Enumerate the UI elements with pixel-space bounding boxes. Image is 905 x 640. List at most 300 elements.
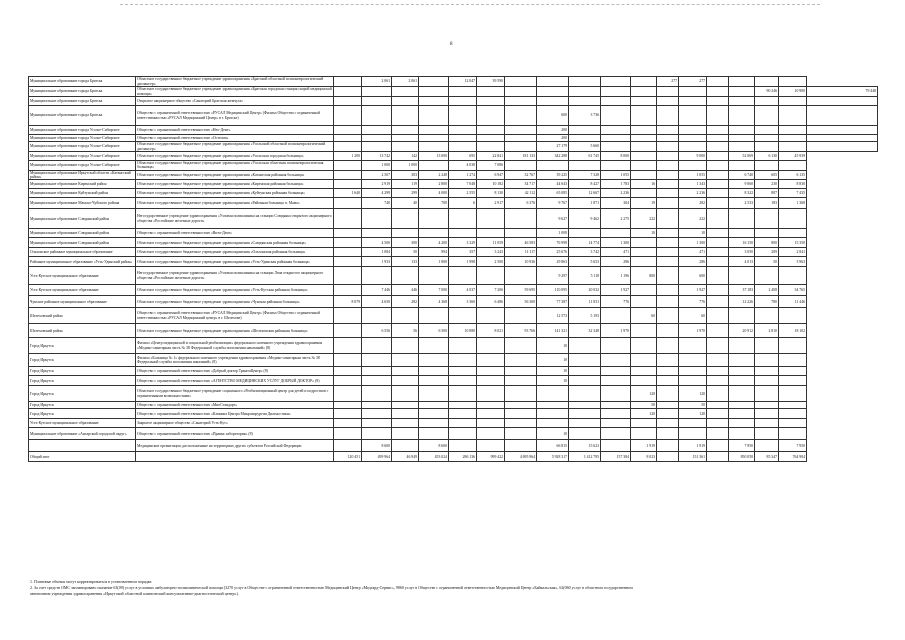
value-cell: 2 917 xyxy=(477,198,505,209)
value-cell: 10 182 xyxy=(477,180,505,189)
value-cell xyxy=(601,338,631,354)
value-cell xyxy=(334,161,362,171)
value-cell: 76 998 xyxy=(537,238,569,248)
table-row xyxy=(29,386,878,402)
value-cell xyxy=(334,77,362,87)
table-row xyxy=(29,198,878,209)
value-cell: 800 xyxy=(755,238,779,248)
value-cell xyxy=(601,409,631,419)
table-row xyxy=(29,189,878,198)
value-cell: 27 179 xyxy=(537,142,569,152)
value-cell xyxy=(631,152,657,161)
value-cell: 5 118 xyxy=(569,267,601,285)
value-cell xyxy=(569,161,601,171)
organization-cell: Областное государственное бюджетное учреждение здравоохранения «Куйтунская районная больница» xyxy=(136,189,334,198)
value-cell xyxy=(779,308,807,324)
value-cell xyxy=(631,161,657,171)
value-cell: 14 774 xyxy=(569,238,601,248)
value-cell xyxy=(419,106,449,126)
value-cell xyxy=(779,419,807,428)
value-cell: 5 928 317 xyxy=(537,452,569,462)
organization-cell: Филиал «Центр медицинской и социальной реабилитации» федерального казенного учреждения здравоохранения «Медико-санитарная часть № 38 Федеральной службы исполнения наказаний» (8) xyxy=(136,338,334,354)
value-cell xyxy=(657,402,679,409)
municipality-cell: Город Иркутск xyxy=(29,376,136,386)
value-cell xyxy=(362,209,392,229)
table-row xyxy=(29,419,878,428)
value-cell: 181 133 xyxy=(505,152,537,161)
value-cell: 286 136 xyxy=(449,452,477,462)
table-row xyxy=(29,338,878,354)
value-cell: 1 008 xyxy=(537,229,569,238)
value-cell: 11 831 xyxy=(569,296,601,308)
value-cell xyxy=(601,354,631,367)
value-cell xyxy=(707,161,729,171)
value-cell xyxy=(657,161,679,171)
value-cell xyxy=(419,135,449,142)
value-cell: 10 xyxy=(537,338,569,354)
value-cell xyxy=(362,354,392,367)
value-cell xyxy=(755,135,779,142)
value-cell xyxy=(631,257,657,267)
value-cell: 776 xyxy=(601,296,631,308)
value-cell: 6 500 xyxy=(419,324,449,338)
value-cell xyxy=(657,248,679,257)
organization-cell: Областное государственное бюджетное учреждение здравоохранения «Усольская областная психоневрологическая больница» xyxy=(136,161,334,171)
municipality-cell: Общий итог xyxy=(29,452,136,462)
value-cell: 1 055 xyxy=(601,170,631,180)
table-row xyxy=(29,409,878,419)
value-cell xyxy=(334,170,362,180)
value-cell xyxy=(362,386,392,402)
value-cell: 8 023 xyxy=(631,452,657,462)
value-cell xyxy=(707,152,729,161)
value-cell xyxy=(807,126,878,135)
value-cell xyxy=(477,338,505,354)
footnote-2: 2. За счет средств ОМС запланировано оказание 63(09) услуг в условиях амбулаторно-поликлинической помощи (3270 услуг в Обществе с ограниченной ответственностью Медицинский Центр «Медгард-Сервис», 9860 услуг в Обществе с ограниченной ответственностью Медицинский Центр «Байкальская», 62(060 услуг в областном государственном xyxy=(30,585,633,590)
value-cell xyxy=(729,409,755,419)
value-cell: 7 048 xyxy=(449,180,477,189)
value-cell xyxy=(537,77,569,87)
value-cell xyxy=(449,87,477,97)
organization-cell: Негосударственное учреждение здравоохранения «Узловая поликлиника на станции Слюдянка открытого акционерного общества «Российские железные дороги» xyxy=(136,209,334,229)
municipality-cell: Город Иркутск xyxy=(29,402,136,409)
organization-cell: Областное государственное бюджетное учреждение здравоохранения «Усть-Кутская районная больница» xyxy=(136,285,334,296)
value-cell xyxy=(707,257,729,267)
value-cell xyxy=(657,238,679,248)
table-row xyxy=(29,161,878,171)
value-cell: 39 225 xyxy=(537,170,569,180)
value-cell xyxy=(657,87,679,97)
value-cell: 10 936 xyxy=(505,257,537,267)
value-cell xyxy=(657,198,679,209)
value-cell xyxy=(537,161,569,171)
value-cell: 4 037 xyxy=(449,285,477,296)
value-cell xyxy=(334,285,362,296)
value-cell xyxy=(679,338,707,354)
value-cell: 10 xyxy=(537,376,569,386)
value-cell: 34 765 xyxy=(779,285,807,296)
value-cell: 8 322 xyxy=(729,189,755,198)
value-cell xyxy=(569,428,601,440)
value-cell: 9 767 xyxy=(537,198,569,209)
value-cell: 6 xyxy=(449,198,477,209)
value-cell: 453 024 xyxy=(419,452,449,462)
value-cell xyxy=(755,77,779,87)
value-cell: 2 507 xyxy=(362,170,392,180)
value-cell: 1 000 xyxy=(362,161,392,171)
value-cell xyxy=(569,77,601,87)
value-cell xyxy=(657,376,679,386)
value-cell: 52 069 xyxy=(729,152,755,161)
value-cell xyxy=(631,248,657,257)
value-cell xyxy=(392,428,419,440)
value-cell xyxy=(449,308,477,324)
value-cell: 10 900 xyxy=(779,87,807,97)
value-cell xyxy=(392,338,419,354)
value-cell xyxy=(631,77,657,87)
table-row xyxy=(29,248,878,257)
municipality-cell: Муниципальное образование Слюдянский район xyxy=(29,209,136,229)
value-cell xyxy=(601,419,631,428)
value-cell: 151 361 xyxy=(679,452,707,462)
value-cell xyxy=(601,376,631,386)
value-cell xyxy=(729,376,755,386)
organization-cell: Медицинские организации, расположенные на территориях других субъектов Российской Федерации xyxy=(136,440,334,452)
municipality-cell: Муниципальное образование Куйтунский район xyxy=(29,189,136,198)
value-cell: 141 321 xyxy=(537,324,569,338)
value-cell xyxy=(779,142,807,152)
municipality-cell: Город Иркутск xyxy=(29,367,136,376)
value-cell xyxy=(505,77,537,87)
value-cell xyxy=(477,354,505,367)
value-cell xyxy=(362,308,392,324)
value-cell: 1 200 xyxy=(334,152,362,161)
value-cell: 50 xyxy=(679,402,707,409)
value-cell: 3 360 xyxy=(449,296,477,308)
value-cell xyxy=(779,338,807,354)
value-cell: 142 xyxy=(392,152,419,161)
municipality-cell: Усть-Кутское муниципальное образование xyxy=(29,419,136,428)
value-cell xyxy=(707,386,729,402)
value-cell: 5 660 xyxy=(569,142,601,152)
value-cell xyxy=(362,419,392,428)
value-cell: 120 451 xyxy=(334,452,362,462)
value-cell: 4 013 xyxy=(729,257,755,267)
value-cell xyxy=(679,142,707,152)
municipality-cell: Шелеховский район xyxy=(29,308,136,324)
value-cell xyxy=(779,126,807,135)
value-cell xyxy=(729,402,755,409)
value-cell: 7 000 xyxy=(419,285,449,296)
municipality-cell: Усть-Кутское муниципальное образование xyxy=(29,285,136,296)
organization-cell: Областное государственное бюджетное учреждение здравоохранения «Киренская районная больница» xyxy=(136,180,334,189)
value-cell: 11 446 xyxy=(779,296,807,308)
value-cell: 7 206 xyxy=(477,285,505,296)
value-cell xyxy=(779,354,807,367)
value-cell: 200 xyxy=(537,135,569,142)
value-cell xyxy=(601,106,631,126)
value-cell: 471 xyxy=(601,248,631,257)
value-cell: 2 555 xyxy=(449,189,477,198)
table-row xyxy=(29,257,878,267)
value-cell: 764 904 xyxy=(779,452,807,462)
value-cell xyxy=(779,77,807,87)
value-cell xyxy=(755,376,779,386)
value-cell: 37 183 xyxy=(729,285,755,296)
value-cell: 10 xyxy=(679,229,707,238)
value-cell: 499 964 xyxy=(362,452,392,462)
organization-cell: Открытое акционерное общество «Санаторий Братская жемчуга» xyxy=(136,97,334,106)
value-cell xyxy=(419,161,449,171)
municipality-cell: Муниципальное образование города Усолье-Сибирское xyxy=(29,126,136,135)
value-cell: 6 556 xyxy=(362,324,392,338)
value-cell: 3 329 xyxy=(449,238,477,248)
value-cell xyxy=(679,161,707,171)
value-cell xyxy=(707,428,729,440)
value-cell: 357 xyxy=(449,248,477,257)
value-cell xyxy=(449,354,477,367)
value-cell: 7 446 xyxy=(362,285,392,296)
value-cell: 1 196 xyxy=(601,267,631,285)
value-cell xyxy=(419,77,449,87)
value-cell: 40 xyxy=(392,198,419,209)
value-cell xyxy=(601,440,631,452)
value-cell xyxy=(334,324,362,338)
municipality-cell: Муниципальное образование города Братска xyxy=(29,97,136,106)
value-cell xyxy=(449,419,477,428)
value-cell xyxy=(477,106,505,126)
value-cell xyxy=(779,135,807,142)
value-cell xyxy=(419,428,449,440)
value-cell xyxy=(449,126,477,135)
organization-cell: Областное государственное бюджетное учреждение здравоохранения «Районная больница п. Мама» xyxy=(136,198,334,209)
value-cell xyxy=(729,142,755,152)
value-cell: 15 350 xyxy=(779,238,807,248)
value-cell: 800 xyxy=(631,267,657,285)
value-cell: 1 055 xyxy=(679,170,707,180)
value-cell: 2 841 xyxy=(779,248,807,257)
value-cell: 2 800 xyxy=(419,180,449,189)
value-cell xyxy=(657,267,679,285)
value-cell xyxy=(419,126,449,135)
value-cell xyxy=(449,209,477,229)
value-cell: 46 949 xyxy=(392,452,419,462)
value-cell: 16 150 xyxy=(729,238,755,248)
value-cell xyxy=(392,126,419,135)
value-cell: 29 863 xyxy=(537,257,569,267)
value-cell: 120 xyxy=(631,386,657,402)
value-cell: 12 047 xyxy=(449,77,477,87)
value-cell: 20 912 xyxy=(729,324,755,338)
value-cell: 4 368 xyxy=(419,296,449,308)
value-cell: 3 963 xyxy=(779,257,807,267)
organization-cell: Областное государственное бюджетное учреждение здравоохранения «Усольская городская больница» xyxy=(136,152,334,161)
value-cell xyxy=(707,285,729,296)
value-cell: 4 500 xyxy=(362,238,392,248)
value-cell xyxy=(392,135,419,142)
volumes-table xyxy=(28,76,878,462)
value-cell xyxy=(362,97,392,106)
value-cell xyxy=(657,135,679,142)
value-cell xyxy=(334,428,362,440)
value-cell xyxy=(657,354,679,367)
value-cell xyxy=(601,87,631,97)
value-cell xyxy=(362,106,392,126)
table-row xyxy=(29,308,878,324)
value-cell: 9 297 xyxy=(537,267,569,285)
value-cell xyxy=(419,229,449,238)
value-cell: 3 050 xyxy=(729,248,755,257)
value-cell xyxy=(477,419,505,428)
value-cell xyxy=(631,324,657,338)
value-cell xyxy=(601,135,631,142)
value-cell: 10 080 xyxy=(449,324,477,338)
value-cell: 8 000 xyxy=(601,152,631,161)
value-cell: 120 xyxy=(631,409,657,419)
value-cell xyxy=(679,126,707,135)
value-cell xyxy=(419,402,449,409)
value-cell: 1 998 xyxy=(449,257,477,267)
value-cell xyxy=(419,338,449,354)
value-cell: 11 117 xyxy=(505,248,537,257)
table-row xyxy=(29,402,878,409)
municipality-cell: Город Иркутск xyxy=(29,338,136,354)
value-cell xyxy=(707,419,729,428)
value-cell xyxy=(334,248,362,257)
value-cell xyxy=(755,161,779,171)
value-cell: 15 623 xyxy=(569,440,601,452)
value-cell xyxy=(631,428,657,440)
value-cell: 120 xyxy=(679,409,707,419)
value-cell xyxy=(657,419,679,428)
value-cell: 7 086 xyxy=(477,161,505,171)
municipality-cell: Муниципальное образование города Усолье-Сибирское xyxy=(29,152,136,161)
value-cell xyxy=(707,452,729,462)
value-cell xyxy=(601,386,631,402)
value-cell xyxy=(505,126,537,135)
table-row xyxy=(29,367,878,376)
value-cell xyxy=(505,267,537,285)
value-cell xyxy=(631,296,657,308)
value-cell: 7 950 xyxy=(729,440,755,452)
value-cell xyxy=(755,229,779,238)
value-cell: 13 742 xyxy=(362,152,392,161)
value-cell xyxy=(334,180,362,189)
value-cell: 1 970 xyxy=(679,324,707,338)
value-cell xyxy=(707,142,729,152)
value-cell: 1 783 xyxy=(601,180,631,189)
value-cell xyxy=(569,409,601,419)
value-cell xyxy=(392,106,419,126)
value-cell: 4 038 xyxy=(449,161,477,171)
value-cell xyxy=(477,367,505,376)
value-cell: 6 135 xyxy=(779,170,807,180)
value-cell xyxy=(707,376,729,386)
value-cell xyxy=(729,126,755,135)
organization-cell: Общество с ограниченной ответственностью «Клиника Центра Микрохирургии Диагностики» xyxy=(136,409,334,419)
organization-cell: Общество с ограниченной ответственностью «Вита-Дент» xyxy=(136,229,334,238)
value-cell: 56 300 xyxy=(505,296,537,308)
value-cell xyxy=(419,87,449,97)
value-cell xyxy=(755,126,779,135)
value-cell xyxy=(631,135,657,142)
value-cell: 740 xyxy=(362,198,392,209)
value-cell xyxy=(362,229,392,238)
value-cell xyxy=(505,419,537,428)
value-cell: 79 448 xyxy=(807,87,878,97)
value-cell xyxy=(755,428,779,440)
value-cell: 1 800 xyxy=(419,257,449,267)
value-cell xyxy=(505,106,537,126)
municipality-cell: Город Иркутск xyxy=(29,354,136,367)
value-cell xyxy=(449,267,477,285)
value-cell xyxy=(707,97,729,106)
value-cell: 1 000 xyxy=(392,161,419,171)
value-cell: 286 xyxy=(601,257,631,267)
value-cell: 6 486 xyxy=(477,296,505,308)
value-cell xyxy=(362,135,392,142)
total-row xyxy=(29,452,878,462)
value-cell xyxy=(334,409,362,419)
value-cell xyxy=(569,386,601,402)
municipality-cell: Муниципальное образование Слюдянский район xyxy=(29,229,136,238)
value-cell: 994 xyxy=(419,248,449,257)
footnote-1: 1. Плановые объемы могут корректироваться в установленном порядке. xyxy=(30,579,153,584)
value-cell: 61 745 xyxy=(569,152,601,161)
table-row xyxy=(29,106,878,126)
value-cell: 3 736 xyxy=(569,106,601,126)
value-cell: 60 xyxy=(679,308,707,324)
value-cell xyxy=(505,440,537,452)
municipality-cell: Муниципальное образование города Братска xyxy=(29,106,136,126)
value-cell xyxy=(631,419,657,428)
value-cell xyxy=(334,386,362,402)
value-cell: 600 xyxy=(679,267,707,285)
value-cell xyxy=(505,97,537,106)
value-cell xyxy=(477,267,505,285)
municipality-cell: Муниципальное образование Слюдянский район xyxy=(29,238,136,248)
value-cell xyxy=(362,367,392,376)
value-cell xyxy=(601,161,631,171)
value-cell: 50 xyxy=(392,248,419,257)
value-cell xyxy=(657,452,679,462)
value-cell xyxy=(631,97,657,106)
table-row xyxy=(29,238,878,248)
value-cell xyxy=(505,338,537,354)
value-cell xyxy=(505,386,537,402)
value-cell xyxy=(477,142,505,152)
value-cell: 34 717 xyxy=(505,180,537,189)
value-cell: 1 933 xyxy=(362,257,392,267)
value-cell: 16 xyxy=(631,180,657,189)
value-cell xyxy=(569,338,601,354)
value-cell: 304 xyxy=(601,198,631,209)
value-cell xyxy=(505,354,537,367)
municipality-cell: Шелеховский район xyxy=(29,324,136,338)
value-cell xyxy=(477,87,505,97)
value-cell xyxy=(679,376,707,386)
value-cell xyxy=(477,229,505,238)
value-cell xyxy=(755,440,779,452)
value-cell: 1 919 xyxy=(631,440,657,452)
municipality-cell: Ольхонское районное муниципальное образование xyxy=(29,248,136,257)
value-cell xyxy=(449,428,477,440)
table-row xyxy=(29,97,878,106)
value-cell xyxy=(449,409,477,419)
value-cell xyxy=(477,376,505,386)
value-cell xyxy=(449,97,477,106)
value-cell: 1 871 xyxy=(569,198,601,209)
